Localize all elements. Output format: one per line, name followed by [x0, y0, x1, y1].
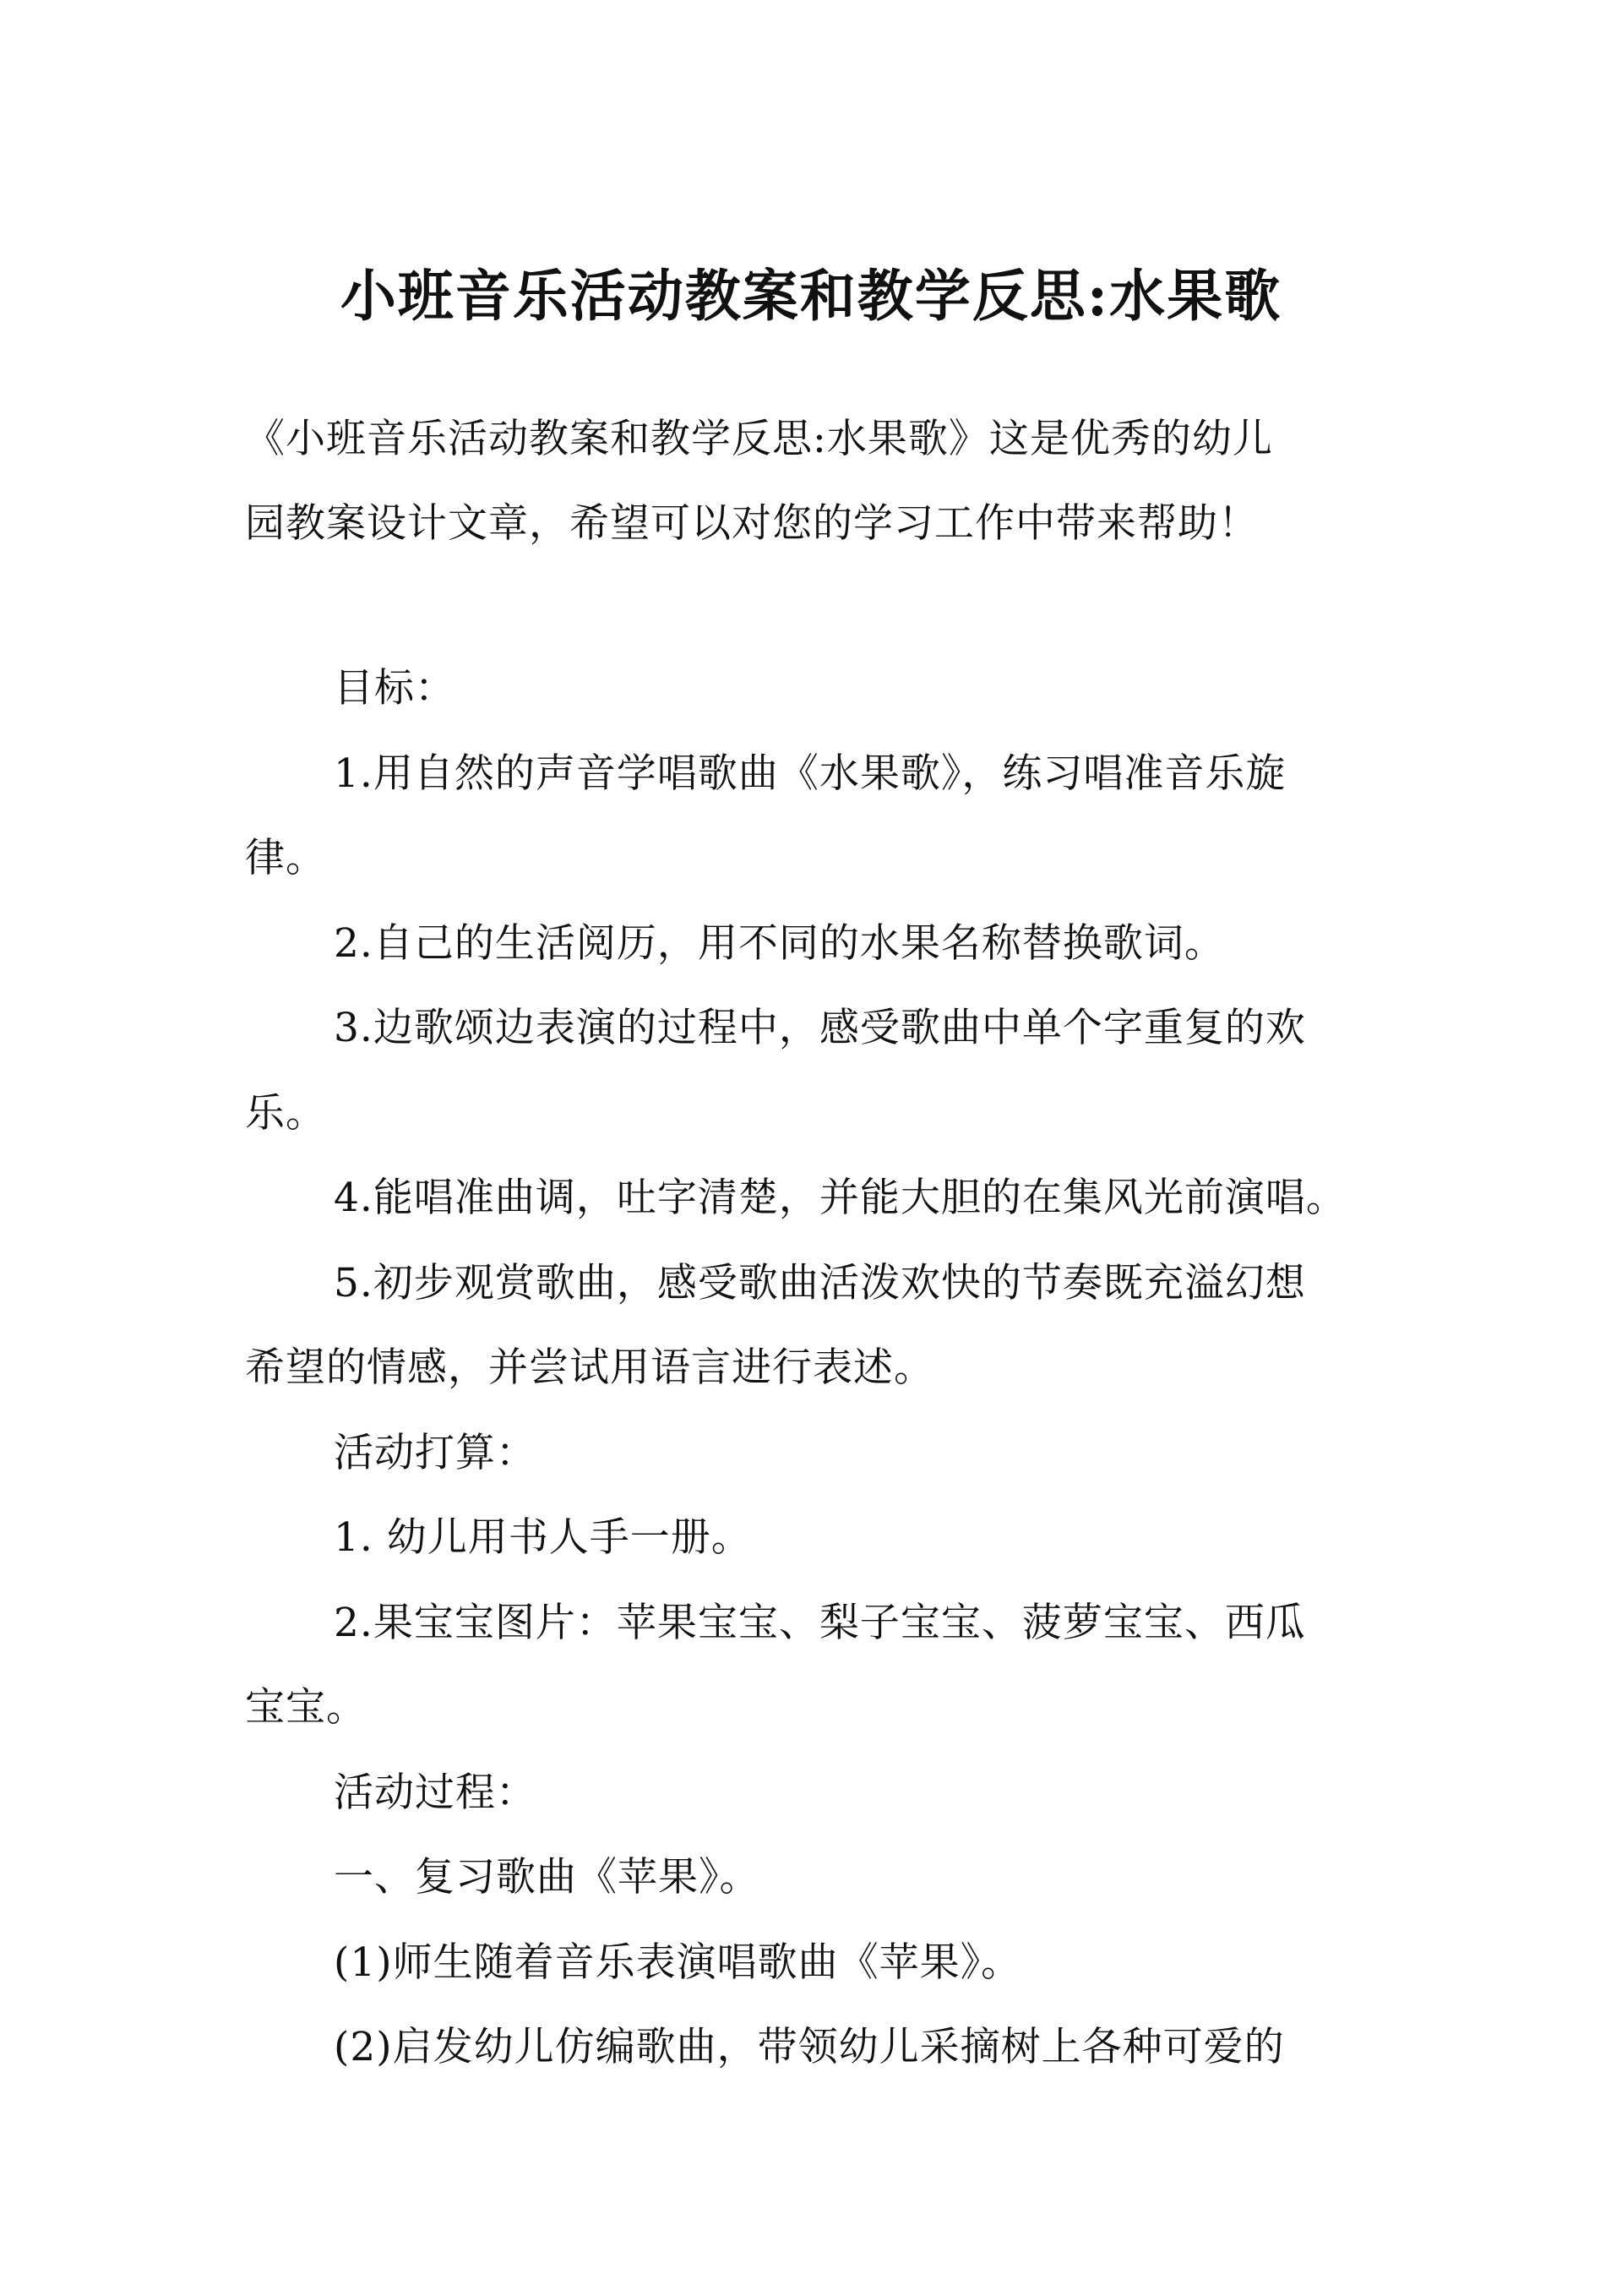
- document-title: 小班音乐活动教案和教学反思:水果歌: [340, 263, 1282, 329]
- paragraph-line: (2)启发幼儿仿编歌曲，带领幼儿采摘树上各种可爱的: [334, 2024, 1285, 2070]
- paragraph-line: 2.果宝宝图片：苹果宝宝、梨子宝宝、菠萝宝宝、西瓜: [334, 1600, 1306, 1646]
- paragraph-line: 希望的情感，并尝试用语言进行表述。: [245, 1344, 934, 1391]
- paragraph-line: 律。: [245, 835, 326, 881]
- paragraph-line: 5.初步观赏歌曲，感受歌曲活泼欢快的节奏既充溢幻想: [334, 1260, 1306, 1306]
- paragraph-line: 乐。: [245, 1090, 326, 1137]
- intro-line: 园教案设计文章，希望可以对您的学习工作中带来帮助！: [245, 500, 1259, 547]
- paragraph-line: 2.自己的生活阅历，用不同的水果名称替换歌词。: [334, 920, 1225, 967]
- intro-line: 《小班音乐活动教案和教学反思:水果歌》这是优秀的幼儿: [245, 416, 1273, 462]
- section-heading-process: 活动过程：: [334, 1770, 536, 1816]
- section-heading-goals: 目标：: [334, 665, 455, 712]
- paragraph-line: 一、复习歌曲《苹果》。: [334, 1854, 760, 1901]
- paragraph-line: 1.用自然的声音学唱歌曲《水果歌》，练习唱准音乐旋: [334, 750, 1287, 797]
- paragraph-line: 4.能唱准曲调，吐字清楚，并能大胆的在集风光前演唱。: [334, 1175, 1347, 1221]
- section-heading-preparation: 活动打算：: [334, 1430, 536, 1476]
- paragraph-line: (1)师生随着音乐表演唱歌曲《苹果》。: [334, 1939, 1022, 1986]
- paragraph-line: 宝宝。: [245, 1684, 367, 1731]
- paragraph-line: 1. 幼儿用书人手一册。: [334, 1514, 752, 1561]
- paragraph-line: 3.边歌颂边表演的过程中，感受歌曲中单个字重复的欢: [334, 1005, 1306, 1051]
